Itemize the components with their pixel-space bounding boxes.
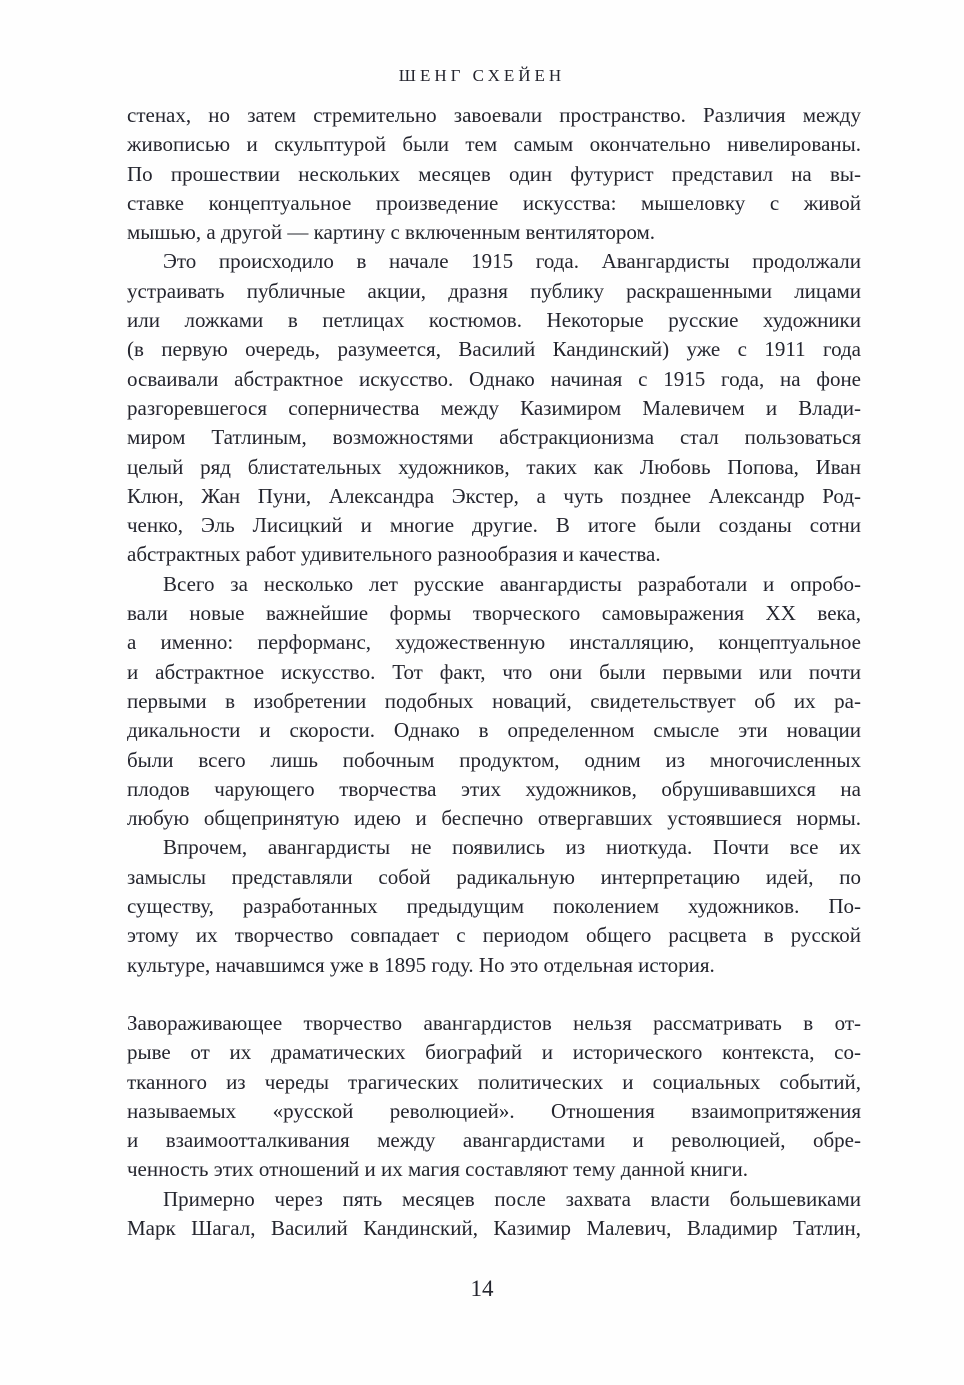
text-line: живописью и скульптурой были тем самым окончательно нивелированы. bbox=[127, 132, 861, 157]
text-line: вали новые важнейшие формы творческого самовыражения XX века, bbox=[127, 601, 861, 626]
paragraph bbox=[127, 570, 861, 834]
text-line: Завораживающее творчество авангардистов нельзя рассматривать в от- bbox=[127, 1010, 861, 1035]
text-line: были всего лишь побочным продуктом, одним из многочисленных bbox=[127, 747, 861, 772]
paragraph bbox=[127, 101, 861, 247]
text-line: первыми в изобретении подобных новаций, свидетельствует об их ра- bbox=[127, 688, 861, 713]
paragraph bbox=[127, 833, 861, 979]
paragraph bbox=[127, 1009, 861, 1185]
text-line: называемых «русской революцией». Отношения взаимопритяжения bbox=[127, 1098, 861, 1123]
text-line: рыве от их драматических биографий и исторического контекста, со- bbox=[127, 1040, 861, 1065]
text-line: любую общепринятую идею и беспечно отвергавших устоявшиеся нормы. bbox=[127, 806, 861, 831]
text-line: или ложками в петлицах костюмов. Некоторые русские художники bbox=[127, 308, 861, 333]
text-line: ченко, Эль Лисицкий и многие другие. В итоге были созданы сотни bbox=[127, 513, 861, 538]
text-line: абстрактных работ удивительного разнообразия и качества. bbox=[127, 542, 661, 567]
page-number: 14 bbox=[470, 1276, 494, 1301]
text-line: осваивали абстрактное искусство. Однако начиная с 1915 года, на фоне bbox=[127, 366, 861, 391]
text-line: миром Татлиным, возможностями абстракционизма стал пользоваться bbox=[127, 425, 861, 450]
text-line: устраивать публичные акции, дразня публику раскрашенными лицами bbox=[127, 278, 861, 303]
paragraph bbox=[127, 247, 861, 569]
text-line: существу, разработанных предыдущим поколением художников. По- bbox=[127, 894, 861, 919]
running-header: ШЕНГ СХЕЙЕН bbox=[398, 66, 566, 85]
text-line: Клюн, Жан Пуни, Александра Экстер, а чуть позднее Александр Род- bbox=[127, 483, 861, 508]
paragraph bbox=[127, 1185, 861, 1244]
text-line: Это происходило в начале 1915 года. Авангардисты продолжали bbox=[163, 249, 861, 274]
text-line: этому их творчество совпадает с периодом общего расцвета в русской bbox=[127, 923, 861, 948]
text-line: замыслы представляли собой радикальную интерпретацию идей, по bbox=[127, 864, 861, 889]
text-line: ставке концептуальное произведение искусства: мышеловку с живой bbox=[127, 190, 861, 215]
text-line: дикальности и скорости. Однако в определенном смысле эти новации bbox=[127, 718, 861, 743]
text-line: культуре, начавшимся уже в 1895 году. Но это отдельная история. bbox=[127, 952, 715, 977]
text-line: Всего за несколько лет русские авангардисты разработали и опробо- bbox=[163, 571, 861, 596]
text-line: ченность этих отношений и их магия составляют тему данной книги. bbox=[127, 1157, 749, 1182]
text-line: целый ряд блистательных художников, таких как Любовь Попова, Иван bbox=[127, 454, 861, 479]
text-line: стенах, но затем стремительно завоевали пространство. Различия между bbox=[127, 103, 861, 127]
text-line: По прошествии нескольких месяцев один футурист представил на вы- bbox=[127, 161, 861, 186]
text-line: (в первую очередь, разумеется, Василий Кандинский) уже с 1911 года bbox=[127, 337, 861, 362]
text-line: мышью, а другой — картину с включенным вентилятором. bbox=[127, 220, 655, 245]
text-line: Марк Шагал, Василий Кандинский, Казимир Малевич, Владимир Татлин, bbox=[127, 1215, 861, 1240]
text-line: и взаимоотталкивания между авангардистами и революцией, обре- bbox=[127, 1128, 861, 1153]
text-line: тканного из череды трагических политических и социальных событий, bbox=[127, 1069, 861, 1094]
text-line: разгоревшегося соперничества между Казимиром Малевичем и Влади- bbox=[127, 395, 861, 420]
text-line: Примерно через пять месяцев после захвата власти большевиками bbox=[163, 1186, 861, 1211]
text-line: и абстрактное искусство. Тот факт, что они были первыми или почти bbox=[127, 659, 861, 684]
text-line: а именно: перформанс, художественную инсталляцию, концептуальное bbox=[127, 630, 861, 655]
text-block bbox=[127, 101, 861, 1243]
text-line: Впрочем, авангардисты не появились из ниоткуда. Почти все их bbox=[163, 835, 861, 860]
text-line: плодов чарующего творчества этих художников, обрушивавшихся на bbox=[127, 776, 861, 801]
